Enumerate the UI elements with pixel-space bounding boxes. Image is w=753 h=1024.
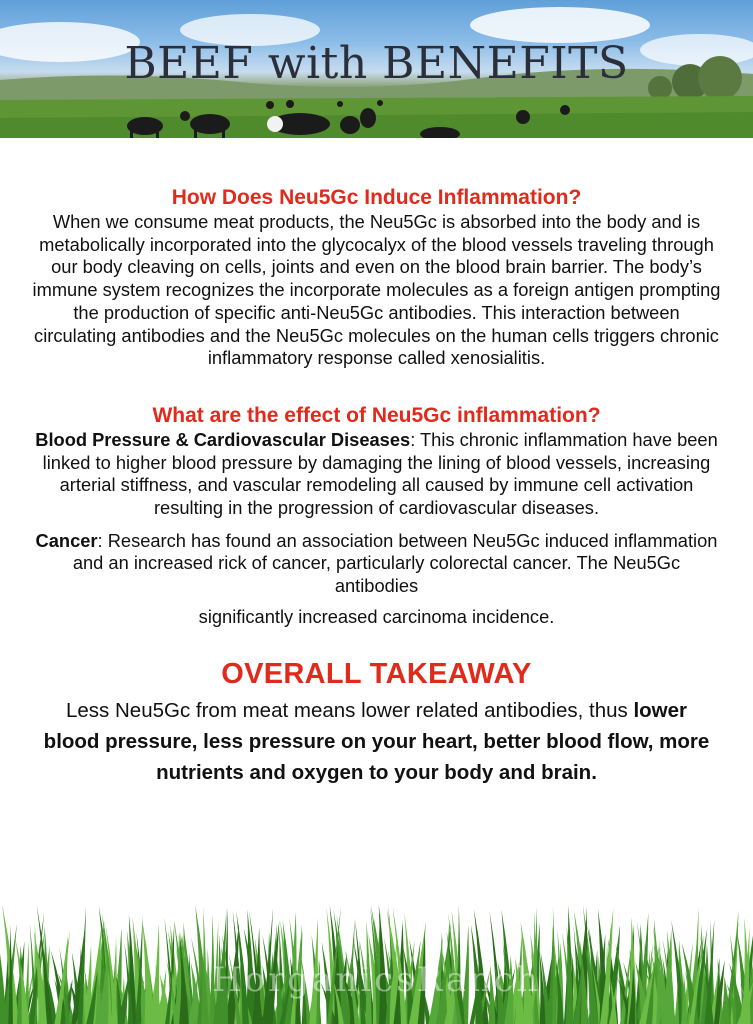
effect-blood-pressure-label: Blood Pressure & Cardiovascular Diseases <box>35 428 411 450</box>
effect-blood-pressure-text: : This chronic inflammation have been linked to higher blood pressure by damaging the lining of blood vessels, increasing arterial stiffness, and vascular remodeling all caused by immune cell activation resulting in the progression of cardiovascular diseases. <box>42 428 718 519</box>
section-body-neu5gc-inflammation: When we consume meat products, the Neu5Gc is absorbed into the body and is metabolically incorporated into the glycocalyx of the blood vessels traveling through our body cleaving on cells, joints and even on the blood brain barrier. The body’s immune system recognizes the incorporate molecules as a foreign antigen prompting the production of specific anti-Neu5Gc antibodies. This interaction between circulating antibodies and the Neu5Gc molecules on the human cells triggers chronic inflammatory response called xenosialitis. <box>32 211 721 369</box>
effect-blood-pressure <box>0 429 753 520</box>
effect-cancer <box>0 530 753 629</box>
banner-title: BEEF with BENEFITS <box>124 38 629 89</box>
effect-cancer-text: : Research has found an association between Neu5Gc induced inflammation and an increased rick of cancer, particularly colorectal cancer. The Neu5Gc antibodies <box>72 529 718 597</box>
section-heading-effects: What are the effect of Neu5Gc inflammation? <box>152 403 601 427</box>
takeaway-title: OVERALL TAKEAWAY <box>221 657 532 690</box>
effect-cancer-last-line: significantly increased carcinoma incidence. <box>198 605 555 627</box>
takeaway-lead: Less Neu5Gc from meat means lower related antibodies, thus <box>66 698 634 722</box>
effect-cancer-label: Cancer <box>35 529 98 551</box>
section-heading-neu5gc-inflammation: How Does Neu5Gc Induce Inflammation? <box>171 186 582 209</box>
main-content <box>0 185 753 788</box>
takeaway-body <box>0 695 753 788</box>
watermark-text: HorganicsRanch <box>211 960 542 1000</box>
takeaway-bold: lower blood pressure, less pressure on your heart, better blood flow, more nutrients and oxygen to your body and brain. <box>43 698 710 784</box>
header-banner <box>0 0 753 138</box>
